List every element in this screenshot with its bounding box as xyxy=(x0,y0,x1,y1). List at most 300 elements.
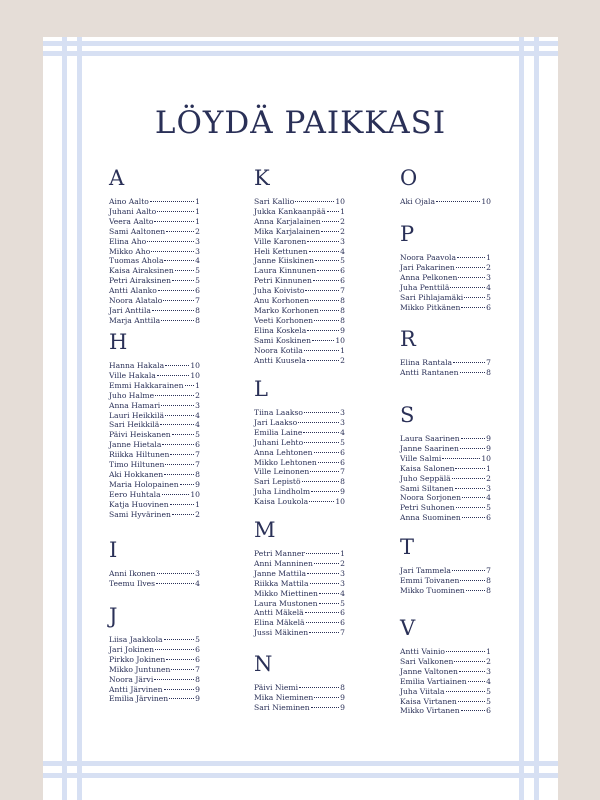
guest-row xyxy=(109,227,200,237)
guest-row xyxy=(109,266,200,276)
guest-name: Noora Alatalo xyxy=(109,296,163,306)
table-number: 7 xyxy=(195,664,200,674)
table-number: 4 xyxy=(195,410,200,420)
guest-row xyxy=(254,227,345,237)
letter-section xyxy=(400,534,491,596)
guest-name: Maria Holopainen xyxy=(109,479,179,489)
guest-list xyxy=(254,197,345,365)
table-number: 10 xyxy=(335,197,345,206)
guest-row xyxy=(109,306,200,316)
table-number: 4 xyxy=(340,588,345,598)
dot-leader xyxy=(307,330,339,331)
section-letter: P xyxy=(400,222,415,246)
dot-leader xyxy=(303,432,339,433)
dot-leader xyxy=(314,697,339,698)
dot-leader xyxy=(456,507,486,508)
dot-leader xyxy=(155,649,194,650)
guest-name: Tiina Laakso xyxy=(254,408,303,417)
guest-name: Ville Salmi xyxy=(400,453,442,463)
guest-row xyxy=(254,296,345,306)
guest-row xyxy=(254,346,345,356)
guest-name: Jussi Mäkinen xyxy=(254,628,309,638)
guest-row xyxy=(400,697,491,707)
table-number: 5 xyxy=(340,437,345,447)
guest-name: Jari Tammela xyxy=(400,566,451,575)
table-number: 7 xyxy=(195,450,200,460)
guest-row xyxy=(254,418,345,428)
dot-leader xyxy=(147,241,194,242)
letter-section xyxy=(254,165,345,365)
guest-name: Sari Heikkilä xyxy=(109,420,160,430)
dot-leader xyxy=(307,241,339,242)
letter-section xyxy=(400,615,491,716)
guest-row xyxy=(400,503,491,513)
guest-name: Jari Laakso xyxy=(254,417,298,427)
guest-row xyxy=(254,628,345,638)
dot-leader xyxy=(158,290,194,291)
table-number: 1 xyxy=(486,253,491,262)
border-stripe xyxy=(43,773,558,778)
table-number: 5 xyxy=(195,635,200,644)
guest-row xyxy=(254,247,345,257)
guest-row xyxy=(254,618,345,628)
guest-list xyxy=(400,434,491,523)
guest-row xyxy=(254,266,345,276)
letter-section xyxy=(254,651,345,713)
guest-name: Elina Rantala xyxy=(400,358,453,367)
border-stripe xyxy=(534,37,539,800)
guest-row xyxy=(400,667,491,677)
dot-leader xyxy=(306,553,339,554)
guest-row xyxy=(400,474,491,484)
table-number: 9 xyxy=(340,702,345,712)
guest-name: Veeti Korhonen xyxy=(254,315,314,325)
guest-row xyxy=(254,599,345,609)
guest-name: Anna Hamari xyxy=(109,400,161,410)
dot-leader xyxy=(164,689,195,690)
dot-leader xyxy=(319,593,339,594)
dot-leader xyxy=(172,514,194,515)
table-number: 4 xyxy=(195,578,200,588)
guest-row xyxy=(400,513,491,523)
guest-name: Kaisa Loukola xyxy=(254,497,309,507)
guest-name: Ville Leinonen xyxy=(254,467,310,477)
table-number: 1 xyxy=(340,345,345,355)
dot-leader xyxy=(313,280,339,281)
guest-row xyxy=(400,303,491,313)
guest-name: Sami Aaltonen xyxy=(109,226,166,236)
table-number: 8 xyxy=(340,296,345,306)
table-number: 3 xyxy=(486,666,491,676)
dot-leader xyxy=(310,583,340,584)
guest-name: Mikko Aho xyxy=(109,246,151,256)
guest-row xyxy=(109,480,200,490)
guest-list xyxy=(254,683,345,713)
guest-name: Elina Mäkelä xyxy=(254,618,305,628)
guest-list xyxy=(109,361,200,520)
dot-leader xyxy=(304,350,339,351)
guest-name: Tuomas Ahola xyxy=(109,256,164,266)
dot-leader xyxy=(453,362,485,363)
dot-leader xyxy=(318,462,339,463)
guest-name: Anna Lehtonen xyxy=(254,447,313,457)
guest-name: Juho Halme xyxy=(109,390,155,400)
table-number: 1 xyxy=(340,549,345,558)
guest-name: Petri Manner xyxy=(254,549,305,558)
dot-leader xyxy=(320,310,339,311)
guest-name: Heli Kettunen xyxy=(254,246,308,256)
guest-name: Antti Vainio xyxy=(400,647,445,656)
guest-row xyxy=(400,434,491,444)
table-number: 3 xyxy=(340,578,345,588)
guest-row xyxy=(254,197,345,207)
table-number: 8 xyxy=(195,469,200,479)
guest-row xyxy=(109,490,200,500)
guest-name: Katja Huovinen xyxy=(109,499,169,509)
guest-name: Antti Alanko xyxy=(109,286,157,296)
guest-row xyxy=(109,237,200,247)
guest-name: Janne Hietala xyxy=(109,440,162,450)
table-number: 8 xyxy=(195,315,200,325)
guest-name: Riikka Hiltunen xyxy=(109,450,170,460)
dot-leader xyxy=(466,590,485,591)
table-number: 1 xyxy=(195,499,200,509)
guest-row xyxy=(254,497,345,507)
guest-list xyxy=(400,566,491,596)
dot-leader xyxy=(311,707,339,708)
dot-leader xyxy=(461,710,486,711)
guest-row xyxy=(400,197,491,207)
table-number: 2 xyxy=(486,656,491,666)
table-number: 10 xyxy=(190,361,200,370)
dot-leader xyxy=(150,201,194,202)
guest-row xyxy=(109,579,200,589)
guest-list xyxy=(400,358,491,378)
guest-name: Mika Karjalainen xyxy=(254,226,321,236)
table-number: 7 xyxy=(340,467,345,477)
table-number: 8 xyxy=(195,305,200,315)
dot-leader xyxy=(162,494,190,495)
table-number: 4 xyxy=(195,420,200,430)
guest-row xyxy=(400,484,491,494)
dot-leader xyxy=(304,442,339,443)
dot-leader xyxy=(170,504,195,505)
dot-leader xyxy=(454,661,485,662)
guest-row xyxy=(109,694,200,704)
table-number: 5 xyxy=(195,266,200,276)
dot-leader xyxy=(299,687,339,688)
table-number: 9 xyxy=(195,694,200,704)
guest-row xyxy=(400,493,491,503)
table-number: 7 xyxy=(340,286,345,296)
guest-name: Teemu Ilves xyxy=(109,578,156,588)
letter-section xyxy=(400,165,491,207)
dot-leader xyxy=(166,231,194,232)
table-number: 10 xyxy=(335,335,345,345)
table-number: 1 xyxy=(195,197,200,206)
guest-row xyxy=(109,460,200,470)
table-number: 7 xyxy=(486,358,491,367)
guest-row xyxy=(109,470,200,480)
guest-name: Liisa Jaakkola xyxy=(109,635,163,644)
guest-name: Anu Korhonen xyxy=(254,296,310,306)
dot-leader xyxy=(457,257,485,258)
dot-leader xyxy=(462,497,485,498)
dot-leader xyxy=(327,211,340,212)
table-number: 5 xyxy=(486,686,491,696)
dot-leader xyxy=(164,260,194,261)
guest-row xyxy=(254,306,345,316)
guest-row xyxy=(254,326,345,336)
table-number: 3 xyxy=(340,568,345,578)
guest-row xyxy=(109,675,200,685)
guest-name: Eero Huhtala xyxy=(109,489,161,499)
dot-leader xyxy=(321,231,339,232)
dot-leader xyxy=(306,622,340,623)
letter-section xyxy=(254,517,345,638)
table-number: 5 xyxy=(340,256,345,266)
dot-leader xyxy=(436,201,480,202)
table-number: 6 xyxy=(340,276,345,286)
guest-name: Päivi Heiskanen xyxy=(109,430,171,440)
guest-row xyxy=(109,430,200,440)
guest-row xyxy=(254,408,345,418)
guest-name: Lauri Heikkilä xyxy=(109,410,165,420)
guest-name: Hanna Hakala xyxy=(109,361,165,370)
dot-leader xyxy=(314,452,340,453)
guest-name: Sari Nieminen xyxy=(254,702,310,712)
guest-name: Anni Manninen xyxy=(254,558,313,568)
table-number: 7 xyxy=(195,460,200,470)
guest-name: Juhani Lehto xyxy=(254,437,304,447)
guest-row xyxy=(254,237,345,247)
guest-name: Juha Penttilä xyxy=(400,282,450,292)
page-title: LÖYDÄ PAIKKASI xyxy=(154,105,447,141)
table-number: 2 xyxy=(340,216,345,226)
table-number: 5 xyxy=(340,598,345,608)
dot-leader xyxy=(154,679,194,680)
dot-leader xyxy=(162,444,194,445)
dot-leader xyxy=(311,491,339,492)
dot-leader xyxy=(442,458,480,459)
dot-leader xyxy=(452,478,485,479)
dot-leader xyxy=(446,651,485,652)
guest-row xyxy=(254,336,345,346)
table-number: 5 xyxy=(195,430,200,440)
guest-row xyxy=(400,283,491,293)
dot-leader xyxy=(156,583,194,584)
guest-name: Riikka Mattila xyxy=(254,578,309,588)
guest-name: Juha Koivisto xyxy=(254,286,305,296)
guest-list xyxy=(254,549,345,638)
guest-row xyxy=(400,273,491,283)
table-number: 3 xyxy=(195,400,200,410)
guest-row xyxy=(400,454,491,464)
guest-row xyxy=(400,444,491,454)
guest-row xyxy=(254,428,345,438)
guest-name: Marko Korhonen xyxy=(254,305,319,315)
guest-name: Janne Valtonen xyxy=(400,666,458,676)
guest-row xyxy=(109,411,200,421)
guest-row xyxy=(109,276,200,286)
table-number: 3 xyxy=(340,417,345,427)
dot-leader xyxy=(164,639,195,640)
guest-name: Laura Mustonen xyxy=(254,598,318,608)
table-number: 6 xyxy=(486,706,491,716)
table-number: 6 xyxy=(486,513,491,523)
guest-name: Jari Anttila xyxy=(109,305,151,315)
guest-row xyxy=(109,217,200,227)
table-number: 9 xyxy=(340,487,345,497)
table-number: 1 xyxy=(486,647,491,656)
guest-row xyxy=(254,579,345,589)
dot-leader xyxy=(172,434,194,435)
dot-leader xyxy=(307,360,339,361)
dot-leader xyxy=(157,375,190,376)
letter-section xyxy=(109,165,200,326)
table-number: 3 xyxy=(195,246,200,256)
border-stripe xyxy=(77,37,82,800)
section-letter: T xyxy=(400,535,415,559)
guest-name: Sari Lepistö xyxy=(254,477,301,487)
guest-name: Sari Pihlajamäki xyxy=(400,292,464,302)
table-number: 2 xyxy=(486,262,491,272)
guest-row xyxy=(400,566,491,576)
dot-leader xyxy=(175,270,194,271)
dot-leader xyxy=(155,395,194,396)
dot-leader xyxy=(461,307,485,308)
guest-row xyxy=(109,569,200,579)
dot-leader xyxy=(307,573,339,574)
guest-row xyxy=(400,706,491,716)
dot-leader xyxy=(169,698,194,699)
guest-name: Mikko Lehtonen xyxy=(254,457,317,467)
dot-leader xyxy=(460,448,485,449)
dot-leader xyxy=(305,290,339,291)
table-number: 9 xyxy=(340,325,345,335)
dot-leader xyxy=(172,280,194,281)
table-number: 8 xyxy=(340,305,345,315)
dot-leader xyxy=(298,422,339,423)
table-number: 9 xyxy=(486,443,491,453)
guest-name: Jukka Kankaanpää xyxy=(254,206,326,216)
guest-row xyxy=(400,657,491,667)
guest-name: Sari Valkonen xyxy=(400,656,454,666)
guest-list xyxy=(109,635,200,704)
dot-leader xyxy=(157,573,195,574)
table-number: 2 xyxy=(486,473,491,483)
guest-name: Jari Jokinen xyxy=(109,644,154,654)
table-number: 10 xyxy=(190,489,200,499)
dot-leader xyxy=(165,365,189,366)
guest-name: Emilia Vartiainen xyxy=(400,676,467,686)
guest-name: Elina Aho xyxy=(109,236,147,246)
guest-row xyxy=(254,467,345,477)
dot-leader xyxy=(161,405,194,406)
guest-name: Emmi Hakkarainen xyxy=(109,380,184,390)
guest-list xyxy=(109,569,200,589)
table-number: 3 xyxy=(340,408,345,417)
table-number: 6 xyxy=(195,654,200,664)
guest-name: Aki Hokkanen xyxy=(109,469,164,479)
dot-leader xyxy=(171,669,194,670)
table-number: 4 xyxy=(486,282,491,292)
letter-section xyxy=(254,376,345,507)
dot-leader xyxy=(309,632,339,633)
section-letter: N xyxy=(254,652,273,676)
guest-name: Juha Lindholm xyxy=(254,487,311,497)
dot-leader xyxy=(302,481,340,482)
table-number: 4 xyxy=(195,256,200,266)
guest-name: Mikko Virtanen xyxy=(400,706,460,716)
table-number: 8 xyxy=(486,585,491,595)
dot-leader xyxy=(462,517,485,518)
dot-leader xyxy=(468,681,486,682)
guest-name: Veera Aalto xyxy=(109,216,154,226)
guest-name: Antti Kuusela xyxy=(254,355,306,365)
table-number: 1 xyxy=(195,216,200,226)
guest-name: Laura Kinnunen xyxy=(254,266,317,276)
guest-list xyxy=(254,408,345,507)
dot-leader xyxy=(160,424,194,425)
dot-leader xyxy=(461,438,486,439)
table-number: 3 xyxy=(340,236,345,246)
section-letter: O xyxy=(400,166,418,190)
guest-name: Petri Kinnunen xyxy=(254,276,312,286)
guest-row xyxy=(254,559,345,569)
table-number: 5 xyxy=(195,276,200,286)
dot-leader xyxy=(154,221,194,222)
dot-leader xyxy=(315,260,339,261)
table-number: 6 xyxy=(340,608,345,618)
section-letter: V xyxy=(400,616,416,640)
guest-row xyxy=(254,703,345,713)
guest-row xyxy=(254,356,345,366)
guest-name: Mika Nieminen xyxy=(254,692,314,702)
guest-name: Anna Pelkonen xyxy=(400,272,458,282)
dot-leader xyxy=(458,277,485,278)
guest-name: Noora Kotila xyxy=(254,345,303,355)
dot-leader xyxy=(460,580,485,581)
guest-row xyxy=(109,207,200,217)
guest-row xyxy=(109,316,200,326)
table-number: 5 xyxy=(486,696,491,706)
guest-name: Päivi Niemi xyxy=(254,683,299,692)
guest-row xyxy=(254,608,345,618)
table-number: 4 xyxy=(486,493,491,503)
guest-name: Petri Airaksinen xyxy=(109,276,172,286)
guest-name: Anna Suominen xyxy=(400,513,461,523)
dot-leader xyxy=(164,474,194,475)
guest-row xyxy=(400,687,491,697)
table-number: 1 xyxy=(486,463,491,473)
section-letter: M xyxy=(254,518,276,542)
guest-row xyxy=(109,645,200,655)
guest-name: Kaisa Virtanen xyxy=(400,696,457,706)
letter-section xyxy=(109,537,200,589)
guest-name: Sami Siltanen xyxy=(400,483,454,493)
letter-section xyxy=(400,221,491,312)
table-number: 8 xyxy=(340,315,345,325)
guest-name: Juhani Aalto xyxy=(109,206,157,216)
dot-leader xyxy=(180,484,195,485)
guest-row xyxy=(254,438,345,448)
table-number: 2 xyxy=(340,558,345,568)
guest-row xyxy=(400,464,491,474)
guest-row xyxy=(254,549,345,559)
guest-name: Aki Ojala xyxy=(400,197,435,206)
guest-name: Emilia Järvinen xyxy=(109,694,169,704)
